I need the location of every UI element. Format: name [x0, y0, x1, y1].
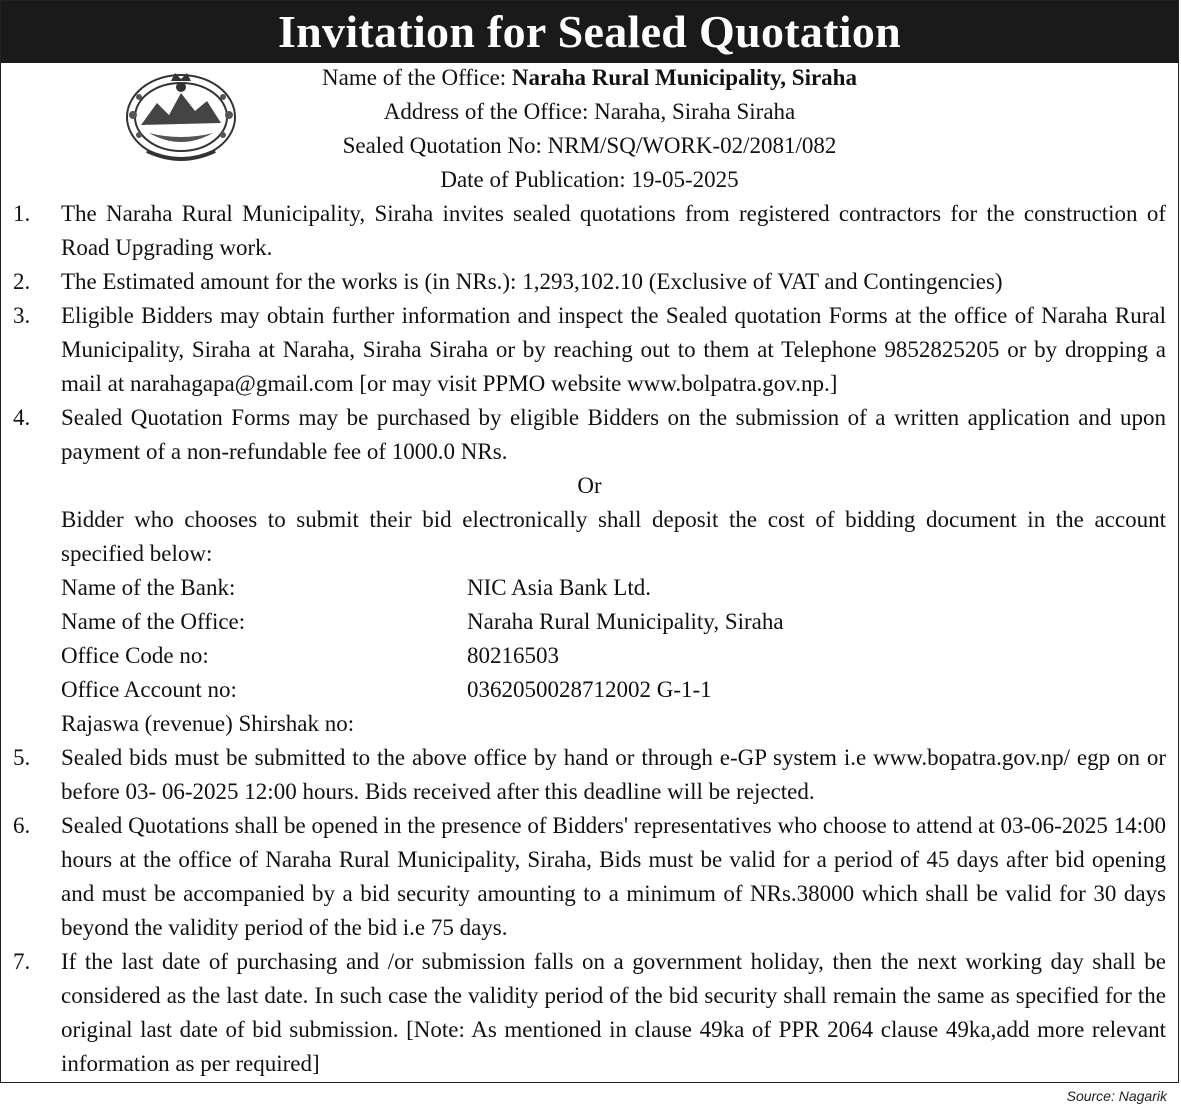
item-number: 3. — [13, 303, 31, 328]
bank-label: Name of the Bank: — [61, 575, 236, 600]
bank-office-value: Naraha Rural Municipality, Siraha — [467, 609, 784, 634]
bank-office-row — [1, 605, 1178, 639]
item-text: Sealed Quotations shall be opened in the presence of Bidders' representatives who choose to attend at 03-06-2025 14:00 hours at the office of Naraha Rural Municipality, Siraha, Bids must be valid for a period of 45 days after bid opening and must be accompanied by a bid security amounting to a minimum of NRs.38000 which shall be valid for 30 days beyond the validity period of the bid i.e 75 days. — [61, 813, 1166, 940]
office-code-value: 80216503 — [467, 643, 559, 668]
notice-title: Invitation for Sealed Quotation — [1, 1, 1178, 63]
item-number: 6. — [13, 813, 31, 838]
revenue-label: Rajaswa (revenue) Shirshak no: — [61, 711, 355, 736]
notice-items — [1, 197, 1178, 1081]
item-text: If the last date of purchasing and /or submission falls on a government holiday, then the next working day shall be considered as the last date. In such case the validity period of the bid security shall remain the same as specified for the original last date of bid submission. [Note: As mentioned in clause 49ka of PPR 2064 clause 49ka,add more relevant information as per required] — [61, 949, 1166, 1076]
list-item — [1, 741, 1178, 809]
item-number: 4. — [13, 405, 31, 430]
list-item — [1, 197, 1178, 265]
list-item — [1, 809, 1178, 945]
item-text: The Naraha Rural Municipality, Siraha invites sealed quotations from registered contractors for the construction of Road Upgrading work. — [61, 201, 1166, 260]
list-item — [1, 945, 1178, 1081]
office-address: Address of the Office: Naraha, Siraha Siraha — [383, 99, 796, 124]
item-number: 1. — [13, 201, 31, 226]
office-name: Naraha Rural Municipality, Siraha — [511, 65, 857, 90]
bank-value: NIC Asia Bank Ltd. — [467, 575, 651, 600]
quotation-number: Sealed Quotation No: NRM/SQ/WORK-02/2081/082 — [342, 133, 837, 158]
item-number: 5. — [13, 745, 31, 770]
item-number: 7. — [13, 949, 31, 974]
item-text: Eligible Bidders may obtain further information and inspect the Sealed quotation Forms at the office of Naraha Rural Municipality, Siraha at Naraha, Siraha Siraha or by reaching out to them at Telephone 9852825205 or by dropping a mail at narahagapa@gmail.com [or may visit PPMO website www.bolpatra.gov.np.] — [61, 303, 1166, 396]
account-label: Office Account no: — [61, 677, 237, 702]
item-number: 2. — [13, 269, 31, 294]
source-credit: Source: Nagarik — [1066, 1088, 1167, 1104]
item-text: Sealed bids must be submitted to the above office by hand or through e-GP system i.e www.bopatra.gov.np/ egp on or before 03- 06-2025 12:00 hours. Bids received after this deadline will be rejected. — [61, 745, 1166, 804]
list-item — [1, 401, 1178, 469]
bank-row — [1, 571, 1178, 605]
account-value: 0362050028712002 G-1-1 — [467, 677, 712, 702]
electronic-bid-text: Bidder who chooses to submit their bid electronically shall deposit the cost of bidding document in the account specified below: — [61, 507, 1166, 566]
item-text: The Estimated amount for the works is (in NRs.): 1,293,102.10 (Exclusive of VAT and Contingencies) — [61, 269, 1003, 294]
or-separator: Or — [577, 473, 602, 498]
list-item — [1, 265, 1178, 299]
nepal-government-emblem-icon — [119, 67, 243, 169]
office-label: Name of the Office: — [322, 65, 512, 90]
revenue-row — [1, 707, 1178, 741]
publication-date: Date of Publication: 19-05-2025 — [440, 167, 739, 192]
list-item — [1, 299, 1178, 401]
account-row — [1, 673, 1178, 707]
office-code-row — [1, 639, 1178, 673]
bank-office-label: Name of the Office: — [61, 609, 246, 634]
office-code-label: Office Code no: — [61, 643, 209, 668]
item-text: Sealed Quotation Forms may be purchased by eligible Bidders on the submission of a written application and upon payment of a non-refundable fee of 1000.0 NRs. — [61, 405, 1166, 464]
